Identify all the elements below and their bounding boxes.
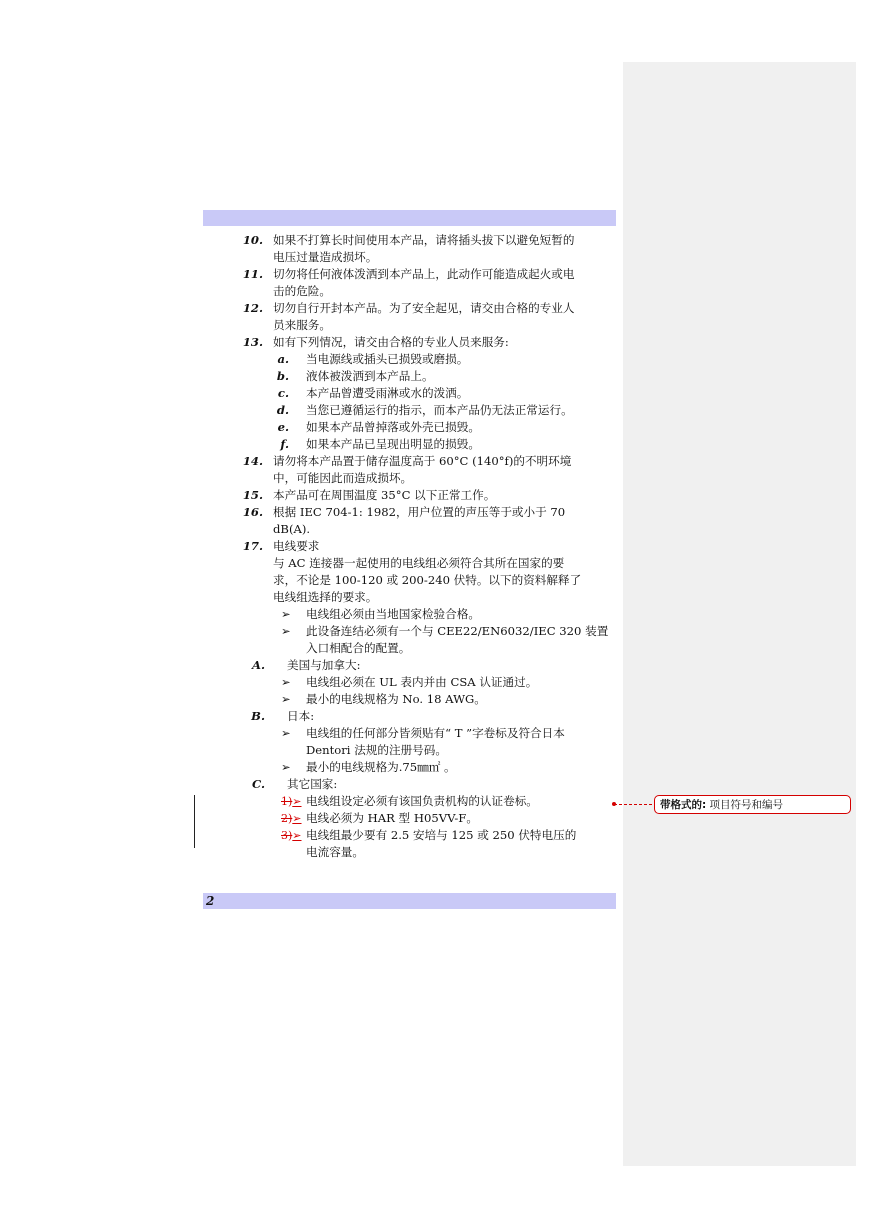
item-number: 14.	[242, 454, 263, 468]
sub-list-item	[203, 436, 616, 453]
bullet-mark: ➢	[281, 675, 291, 689]
text-line: 切勿将任何液体泼洒到本产品上，此动作可能造成起火或电	[273, 267, 575, 281]
section-heading	[203, 657, 616, 674]
text-line: 电线组最少要有 2.5 安培与 125 或 250 伏特电压的	[306, 828, 577, 842]
sub-item-text: 当电源线或插头已损毁或磨损。	[306, 352, 469, 366]
list-item	[203, 504, 616, 538]
sub-item-text: 液体被泼洒到本产品上。	[306, 369, 434, 383]
section-letter: A.	[251, 658, 265, 672]
text-line: 入口相配合的配置。	[306, 641, 411, 655]
inserted-bullet: ➢	[292, 829, 302, 842]
bullet-text	[306, 810, 616, 827]
item-number: 15.	[242, 488, 263, 502]
item-number: 12.	[242, 301, 263, 315]
text-line: 电线组选择的要求。	[273, 590, 378, 604]
section-letter: C.	[251, 777, 265, 791]
bullet-text	[306, 623, 616, 657]
text-line: 此设备连结必须有一个与 CEE22/EN6032/IEC 320 装置	[306, 624, 609, 638]
bullet-mark: ➢	[281, 760, 291, 774]
tracked-bullet-item	[203, 827, 616, 861]
bullet-mark: ➢	[281, 624, 291, 638]
text-line: 电线必须为 HAR 型 H05VV-F。	[306, 811, 478, 825]
text-line: 击的危险。	[273, 284, 331, 298]
bullet-item	[203, 759, 616, 776]
page-number: 2	[206, 894, 215, 908]
list-item	[203, 487, 616, 504]
item-text	[273, 538, 616, 555]
deleted-number: 1)	[281, 795, 293, 808]
bullet-item	[203, 674, 616, 691]
text-line: 电压过量造成损坏。	[273, 250, 378, 264]
list-item	[203, 232, 616, 266]
section-title: 日本:	[287, 709, 315, 723]
bullet-item	[203, 691, 616, 708]
sub-list-item	[203, 351, 616, 368]
text-line: 如果不打算长时间使用本产品，请将插头拔下以避免短暂的	[273, 233, 575, 247]
bullet-text	[306, 691, 616, 708]
sub-item-text: 本产品曾遭受雨淋或水的泼洒。	[306, 386, 469, 400]
item17-paragraph	[273, 555, 616, 606]
sub-item-letter: f.	[280, 437, 289, 451]
item-text	[273, 334, 616, 351]
item-number: 13.	[242, 335, 263, 349]
deleted-number: 2)	[281, 812, 293, 825]
comment-margin-pane	[623, 62, 856, 1166]
section-heading	[203, 708, 616, 725]
text-line: 电线组设定必须有该国负责机构的认证卷标。	[306, 794, 538, 808]
text-line: 根据 IEC 704-1: 1982，用户位置的声压等于或小于 70	[273, 505, 566, 519]
bullet-mark	[281, 793, 302, 810]
comment-leader-line	[614, 804, 652, 805]
bullet-mark	[281, 810, 302, 827]
inserted-bullet: ➢	[292, 795, 302, 808]
footer-bar	[203, 893, 616, 909]
sub-list-item	[203, 419, 616, 436]
bullet-mark: ➢	[281, 607, 291, 621]
sub-item-text: 如果本产品已呈现出明显的损毁。	[306, 437, 480, 451]
text-line: 最小的电线规格为 No. 18 AWG。	[306, 692, 486, 706]
bullet-text	[306, 793, 616, 810]
text-line: 最小的电线规格为.75㎜㎡ 。	[306, 760, 456, 774]
format-comment-balloon[interactable]	[654, 795, 851, 814]
text-line: 电线组必须在 UL 表内并由 CSA 认证通过。	[306, 675, 538, 689]
bullet-item	[203, 725, 616, 759]
item-text	[273, 453, 616, 487]
bullet-text	[306, 827, 616, 861]
section-heading	[203, 776, 616, 793]
bullet-item	[203, 623, 616, 657]
comment-text: 项目符号和编号	[709, 799, 784, 811]
sub-list-item	[203, 402, 616, 419]
section-letter: B.	[251, 709, 265, 723]
sub-item-letter: d.	[276, 403, 289, 417]
bullet-item	[203, 606, 616, 623]
list-item	[203, 266, 616, 300]
tracked-bullet-item	[203, 793, 616, 810]
text-line: 请勿将本产品置于储存温度高于 60°C (140°f)的不明环境	[273, 454, 572, 468]
change-bar	[194, 795, 195, 848]
list-item	[203, 300, 616, 334]
item-text	[273, 504, 616, 538]
bullet-mark	[281, 827, 302, 844]
item-text	[273, 266, 616, 300]
text-line: 切勿自行开封本产品。为了安全起见，请交由合格的专业人	[273, 301, 575, 315]
section-title: 其它国家:	[287, 777, 338, 791]
sub-item-letter: b.	[276, 369, 289, 383]
bullet-text	[306, 725, 616, 759]
item-number: 10.	[242, 233, 263, 247]
text-line: 求，不论是 100-120 或 200-240 伏特。以下的资料解释了	[273, 573, 582, 587]
text-line: 电线组的任何部分皆须贴有“ T ”字卷标及符合日本	[306, 726, 565, 740]
section-title: 美国与加拿大:	[287, 658, 361, 672]
sub-list-item	[203, 368, 616, 385]
text-line: 与 AC 连接器一起使用的电线组必须符合其所在国家的要	[273, 556, 565, 570]
sub-item-letter: e.	[277, 420, 289, 434]
text-line: dB(A).	[273, 522, 311, 536]
list-item	[203, 453, 616, 487]
bullet-text	[306, 674, 616, 691]
text-line: 如有下列情况，请交由合格的专业人员来服务:	[273, 335, 509, 349]
text-line: 本产品可在周围温度 35°C 以下正常工作。	[273, 488, 496, 502]
text-line: 电线要求	[273, 539, 320, 553]
text-line: 电流容量。	[306, 845, 364, 859]
list-item	[203, 334, 616, 351]
bullet-text	[306, 759, 616, 776]
text-line: 电线组必须由当地国家检验合格。	[306, 607, 480, 621]
item-text	[273, 300, 616, 334]
page-body	[203, 232, 616, 861]
deleted-number: 3)	[281, 829, 293, 842]
text-line: Dentori 法规的注册号码。	[306, 743, 447, 757]
text-line: 中，可能因此而造成损坏。	[273, 471, 413, 485]
comment-label: 带格式的:	[660, 799, 707, 811]
inserted-bullet: ➢	[292, 812, 302, 825]
item-text	[273, 232, 616, 266]
tracked-bullet-item	[203, 810, 616, 827]
item-number: 16.	[242, 505, 263, 519]
sub-item-text: 如果本产品曾掉落或外壳已损毁。	[306, 420, 480, 434]
item-text	[273, 487, 616, 504]
bullet-mark: ➢	[281, 726, 291, 740]
sub-item-letter: c.	[277, 386, 289, 400]
text-line: 员来服务。	[273, 318, 331, 332]
list-item	[203, 538, 616, 555]
item-number: 11.	[242, 267, 263, 281]
header-bar	[203, 210, 616, 226]
sub-item-letter: a.	[277, 352, 289, 366]
bullet-mark: ➢	[281, 692, 291, 706]
sub-list-item	[203, 385, 616, 402]
bullet-text	[306, 606, 616, 623]
sub-item-text: 当您已遵循运行的指示，而本产品仍无法正常运行。	[306, 403, 573, 417]
item-number: 17.	[242, 539, 263, 553]
